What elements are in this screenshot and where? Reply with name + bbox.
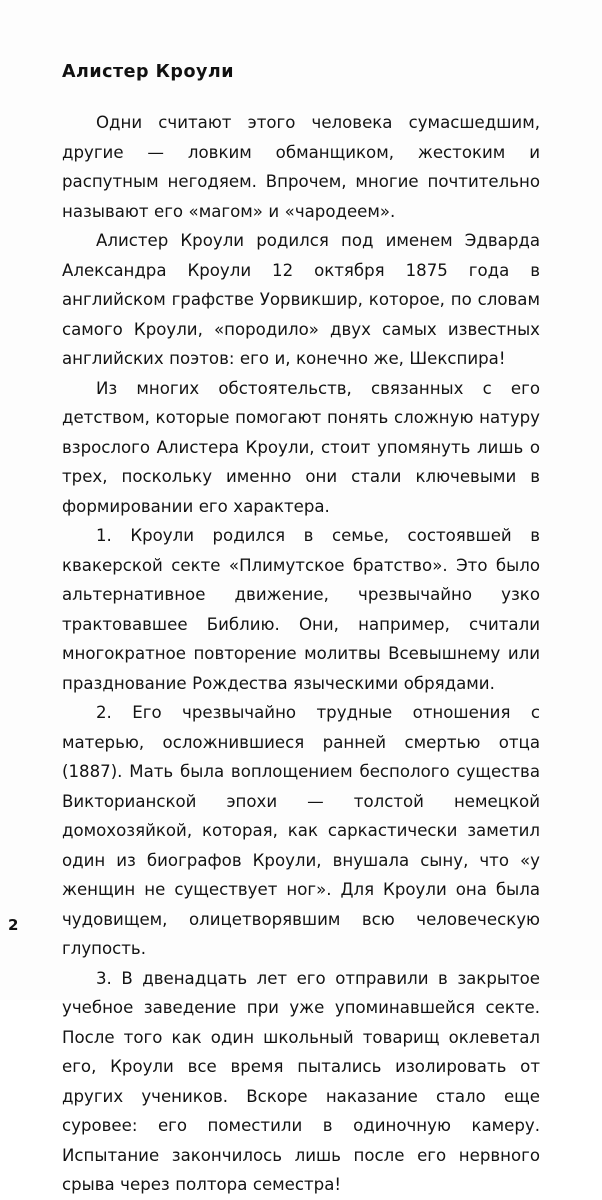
body-paragraph: 1. Кроули родился в семье, состоявшей в квакерской секте «Плимутское братство». Это было альтернативное движение, чрезвычайно узко трактовавшее Библию. Они, например, считали многократное повторение молитвы Всевышнему или празднование Рождества языческими обрядами. [62, 526, 540, 693]
page-content [62, 62, 540, 1200]
body-paragraph: Одни считают этого человека сумасшедшим, другие — ловким обманщиком, жестоким и распутным негодяем. Впрочем, многие почтительно называют его «магом» и «чародеем». [62, 113, 540, 221]
body-paragraph: Из многих обстоятельств, связанных с его детством, которые помогают понять сложную натуру взрослого Алистера Кроули, стоит упомянуть лишь о трех, поскольку именно они стали ключевыми в формировании его характера. [62, 378, 540, 516]
body-paragraph: Алистер Кроули родился под именем Эдварда Александра Кроули 12 октября 1875 года в английском графстве Уорвикшир, которое, по словам самого Кроули, «породило» двух самых известных английских поэтов: его и, конечно же, Шекспира! [62, 231, 540, 368]
body-paragraph: 3. В двенадцать лет его отправили в закрытое учебное заведение при уже упоминавшейся секте. После того как один школьный товарищ оклеветал его, Кроули все время пытались изолировать от других учеников. Вскоре наказание стало еще суровее: его поместили в одиночную камеру. Испытание закончилось лишь после его нервного срыва через полтора семестра! [62, 968, 540, 1194]
page-number: 2 [8, 916, 19, 934]
body-paragraph: 2. Его чрезвычайно трудные отношения с матерью, осложнившиеся ранней смертью отца (1887). Мать была воплощением бесполого существа Викторианской эпохи — толстой немецкой домохозяйкой, которая, как саркастически заметил один из биографов Кроули, внушала сыну, что «у женщин не существует ног». Для Кроули она была чудовищем, олицетворявшим всю человеческую глупость. [62, 703, 540, 958]
chapter-title: Алистер Кроули [62, 62, 234, 82]
